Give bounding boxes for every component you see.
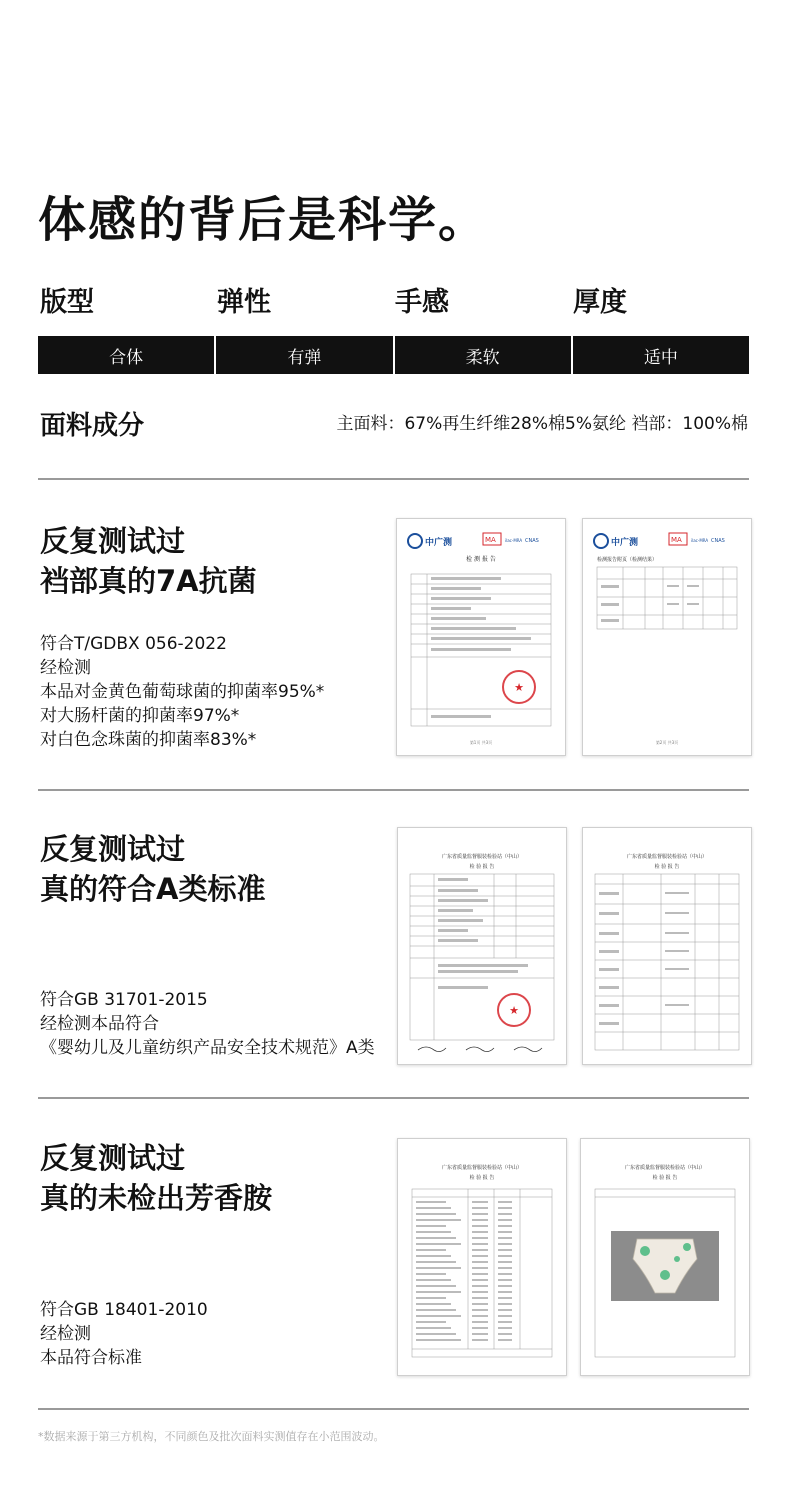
test-report-image (397, 827, 567, 1065)
body-line: 本品符合标准 (40, 1348, 142, 1368)
section-class-a-title (40, 829, 265, 909)
badge-text: CNAS (711, 538, 725, 544)
divider (38, 1097, 749, 1099)
doc-subheading: 检 验 报 告 (654, 864, 680, 870)
attr-value-handfeel: 柔软 (395, 336, 571, 374)
doc-subheading: 检 验 报 告 (652, 1175, 678, 1181)
body-line: 本品对金黄色葡萄球菌的抑菌率95%* (40, 682, 325, 702)
section-amine-title (40, 1138, 272, 1218)
doc-subheading: 检 验 报 告 (469, 1175, 495, 1181)
attr-label-elasticity: 弹性 (217, 287, 271, 318)
title-line: 反复测试过 (40, 524, 186, 558)
badge-text: CNAS (525, 538, 539, 544)
attr-value-thickness: 适中 (573, 336, 749, 374)
attr-value-elasticity: 有弹 (216, 336, 392, 374)
doc-heading: 广东省质量监督服装检验站（中山） (624, 1165, 706, 1171)
svg-text:★: ★ (514, 681, 524, 694)
fabric-composition: 主面料：67%再生纤维28%棉5%氨纶 裆部：100%棉 (336, 414, 748, 434)
body-line: 经检测本品符合 (40, 1014, 159, 1034)
body-line: 符合GB 31701-2015 (40, 990, 208, 1010)
badge-text: MA (671, 536, 682, 544)
divider (38, 1408, 749, 1410)
attribute-value-bar (38, 336, 749, 374)
section-antibacterial-body (40, 632, 324, 752)
body-line: 符合T/GDBX 056-2022 (40, 634, 227, 654)
divider (38, 478, 749, 480)
section-antibacterial-title (40, 521, 257, 601)
logo-icon (408, 534, 422, 548)
doc-subheading: 检 验 报 告 (469, 864, 495, 870)
body-line: 符合GB 18401-2010 (40, 1300, 208, 1320)
test-report-image (396, 518, 566, 756)
badge-text: MA (485, 536, 496, 544)
section-class-a-body (40, 988, 375, 1060)
badge-text: ilac-MRA (691, 538, 709, 543)
doc-page-number: 第2页 共3页 (655, 740, 679, 745)
attr-label-handfeel: 手感 (395, 287, 449, 318)
title-line: 真的未检出芳香胺 (40, 1181, 273, 1215)
doc-heading: 广东省质量监督服装检验站（中山） (441, 1165, 523, 1171)
footnote: *数据来源于第三方机构，不同颜色及批次面料实测值存在小范围波动。 (38, 1430, 385, 1443)
fabric-title: 面料成分 (40, 411, 145, 441)
doc-page-number: 第1页 共3页 (469, 740, 493, 745)
title-line: 反复测试过 (40, 832, 186, 866)
test-report-image (397, 1138, 567, 1376)
doc-heading: 检测报告附页（检测结果） (597, 557, 658, 563)
test-report-image (582, 518, 752, 756)
doc-logo-text: 中广测 (611, 538, 639, 548)
test-report-image (580, 1138, 750, 1376)
doc-heading: 检 测 报 告 (466, 556, 496, 563)
title-line: 真的符合A类标准 (40, 872, 266, 906)
attr-label-fit: 版型 (40, 287, 94, 318)
svg-text:★: ★ (509, 1004, 519, 1017)
divider (38, 789, 749, 791)
body-line: 《婴幼儿及儿童纺织产品安全技术规范》A类 (40, 1038, 375, 1058)
doc-logo-text: 中广测 (425, 538, 453, 548)
body-line: 经检测 (40, 1324, 91, 1344)
section-amine-body (40, 1298, 208, 1370)
page-headline: 体感的背后是科学。 (38, 192, 489, 248)
title-line: 反复测试过 (40, 1141, 186, 1175)
body-line: 经检测 (40, 658, 91, 678)
test-report-image (582, 827, 752, 1065)
attr-label-thickness: 厚度 (573, 287, 627, 318)
attr-value-fit: 合体 (38, 336, 214, 374)
body-line: 对大肠杆菌的抑菌率97%* (40, 706, 240, 726)
badge-text: ilac-MRA (505, 538, 523, 543)
doc-heading: 广东省质量监督服装检验站（中山） (441, 854, 523, 860)
logo-icon (594, 534, 608, 548)
doc-heading: 广东省质量监督服装检验站（中山） (626, 854, 708, 860)
title-line: 裆部真的7A抗菌 (40, 564, 257, 598)
body-line: 对白色念珠菌的抑菌率83%* (40, 730, 257, 750)
